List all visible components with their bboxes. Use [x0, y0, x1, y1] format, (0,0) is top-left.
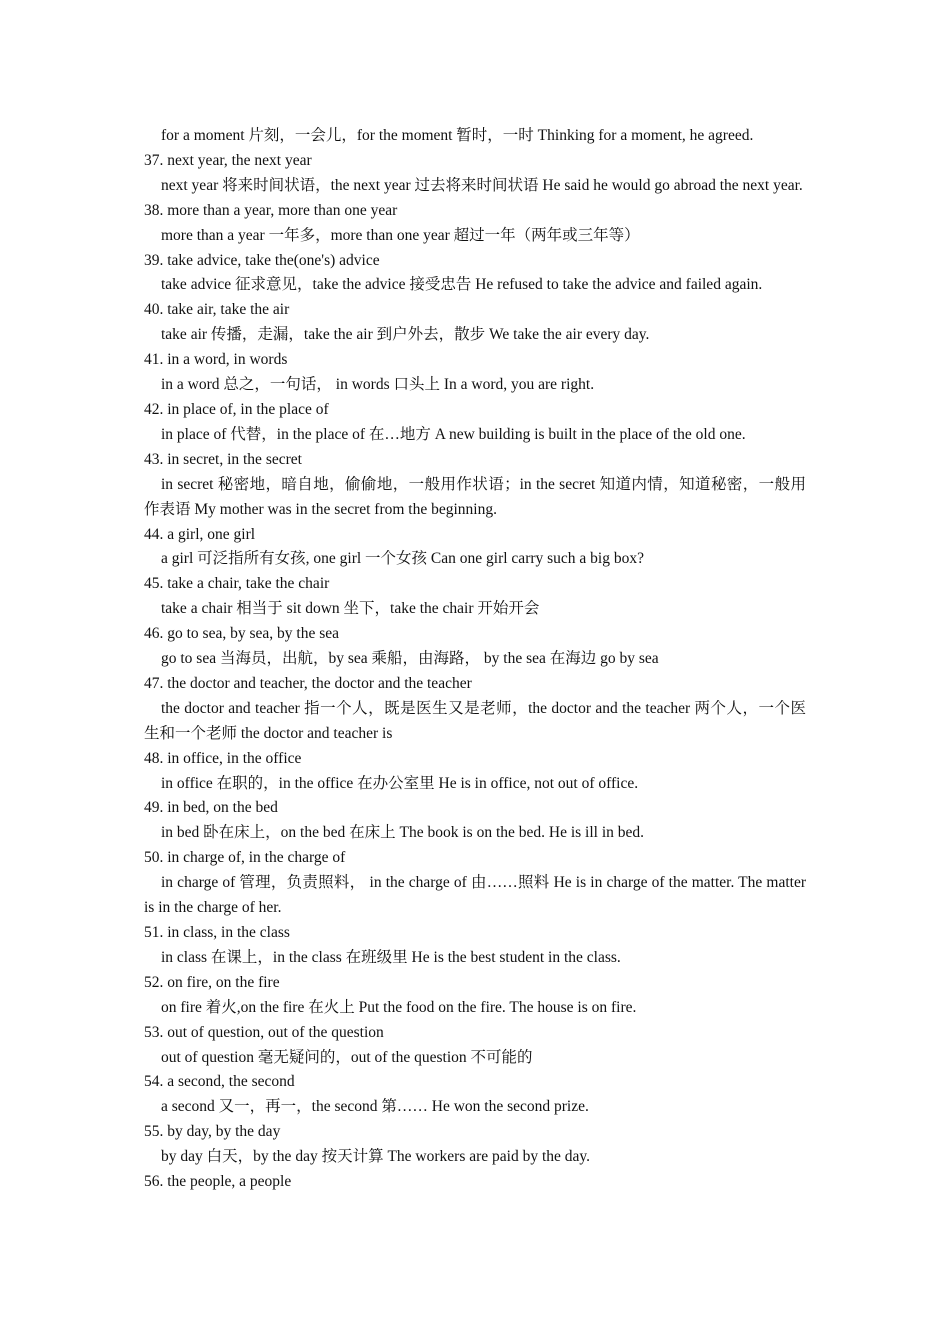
entry-explanation: on fire 着火,on the fire 在火上 Put the food on the fire. The house is on fire. — [161, 998, 637, 1016]
entry-explanation: a second 又一，再一，the second 第…… He won the second prize. — [161, 1098, 589, 1116]
entry-heading: 49. in bed, on the bed — [144, 799, 278, 817]
entry-heading: 41. in a word, in words — [144, 351, 288, 369]
entry-heading: 56. the people, a people — [144, 1173, 292, 1191]
entry-heading: 50. in charge of, in the charge of — [144, 849, 346, 867]
entry-explanation: by day 白天，by the day 按天计算 The workers are paid by the day. — [161, 1148, 591, 1166]
entry-explanation: in class 在课上，in the class 在班级里 He is the best student in the class. — [161, 948, 621, 966]
entry-explanation: next year 将来时间状语，the next year 过去将来时间状语 He said he would go abroad the next year. — [161, 176, 803, 194]
entry-heading: 54. a second, the second — [144, 1073, 295, 1091]
entry-explanation: take air 传播，走漏，take the air 到户外去，散步 We take the air every day. — [161, 326, 650, 344]
entry-heading: 52. on fire, on the fire — [144, 973, 280, 991]
entry-explanation: in office 在职的，in the office 在办公室里 He is in office, not out of office. — [161, 774, 639, 792]
entry-explanation: more than a year 一年多，more than one year 超过一年（两年或三年等） — [161, 226, 640, 244]
entry-explanation: the doctor and teacher 指一个人，既是医生又是老师，the doctor and the teacher 两个人，一个医生和一个老师 the doctor and teacher is — [144, 699, 806, 742]
entry-explanation: in a word 总之，一句话， in words 口头上 In a word, you are right. — [161, 376, 595, 394]
entry-heading: 37. next year, the next year — [144, 151, 312, 169]
entry-explanation: in place of 代替，in the place of 在…地方 A new building is built in the place of the old one. — [161, 425, 746, 443]
entry-heading: 43. in secret, in the secret — [144, 450, 302, 468]
entry-explanation: for a moment 片刻，一会儿，for the moment 暂时，一时 Thinking for a moment, he agreed. — [161, 127, 754, 144]
entry-explanation: go to sea 当海员，出航，by sea 乘船，由海路， by the sea 在海边 go by sea — [161, 650, 659, 668]
entry-explanation: out of question 毫无疑问的，out of the question 不可能的 — [161, 1048, 533, 1066]
entry-heading: 46. go to sea, by sea, by the sea — [144, 625, 339, 643]
entry-explanation: in secret 秘密地，暗自地，偷偷地，一般用作状语；in the secret 知道内情，知道秘密，一般用作表语 My mother was in the secret from the beginning. — [144, 475, 806, 518]
entry-explanation: in charge of 管理，负责照料， in the charge of 由……照料 He is in charge of the matter. The matter is in the charge of her. — [144, 874, 806, 917]
entry-heading: 48. in office, in the office — [144, 749, 302, 767]
entry-heading: 39. take advice, take the(one's) advice — [144, 251, 380, 269]
document-page — [144, 124, 806, 1195]
entry-heading: 42. in place of, in the place of — [144, 400, 329, 418]
entry-heading: 38. more than a year, more than one year — [144, 201, 398, 219]
entry-heading: 53. out of question, out of the question — [144, 1023, 384, 1041]
entry-explanation: a girl 可泛指所有女孩, one girl 一个女孩 Can one girl carry such a big box? — [161, 550, 644, 568]
entry-heading: 40. take air, take the air — [144, 301, 290, 319]
entry-heading: 55. by day, by the day — [144, 1123, 281, 1141]
entry-explanation: take advice 征求意见，take the advice 接受忠告 He refused to take the advice and failed again. — [161, 276, 763, 294]
entry-explanation: in bed 卧在床上，on the bed 在床上 The book is on the bed. He is ill in bed. — [161, 824, 645, 842]
entry-heading: 51. in class, in the class — [144, 924, 290, 941]
entry-heading: 45. take a chair, take the chair — [144, 575, 330, 593]
entry-heading: 47. the doctor and teacher, the doctor and the teacher — [144, 674, 472, 692]
entry-explanation: take a chair 相当于 sit down 坐下，take the chair 开始开会 — [161, 600, 540, 618]
entry-heading: 44. a girl, one girl — [144, 525, 256, 543]
